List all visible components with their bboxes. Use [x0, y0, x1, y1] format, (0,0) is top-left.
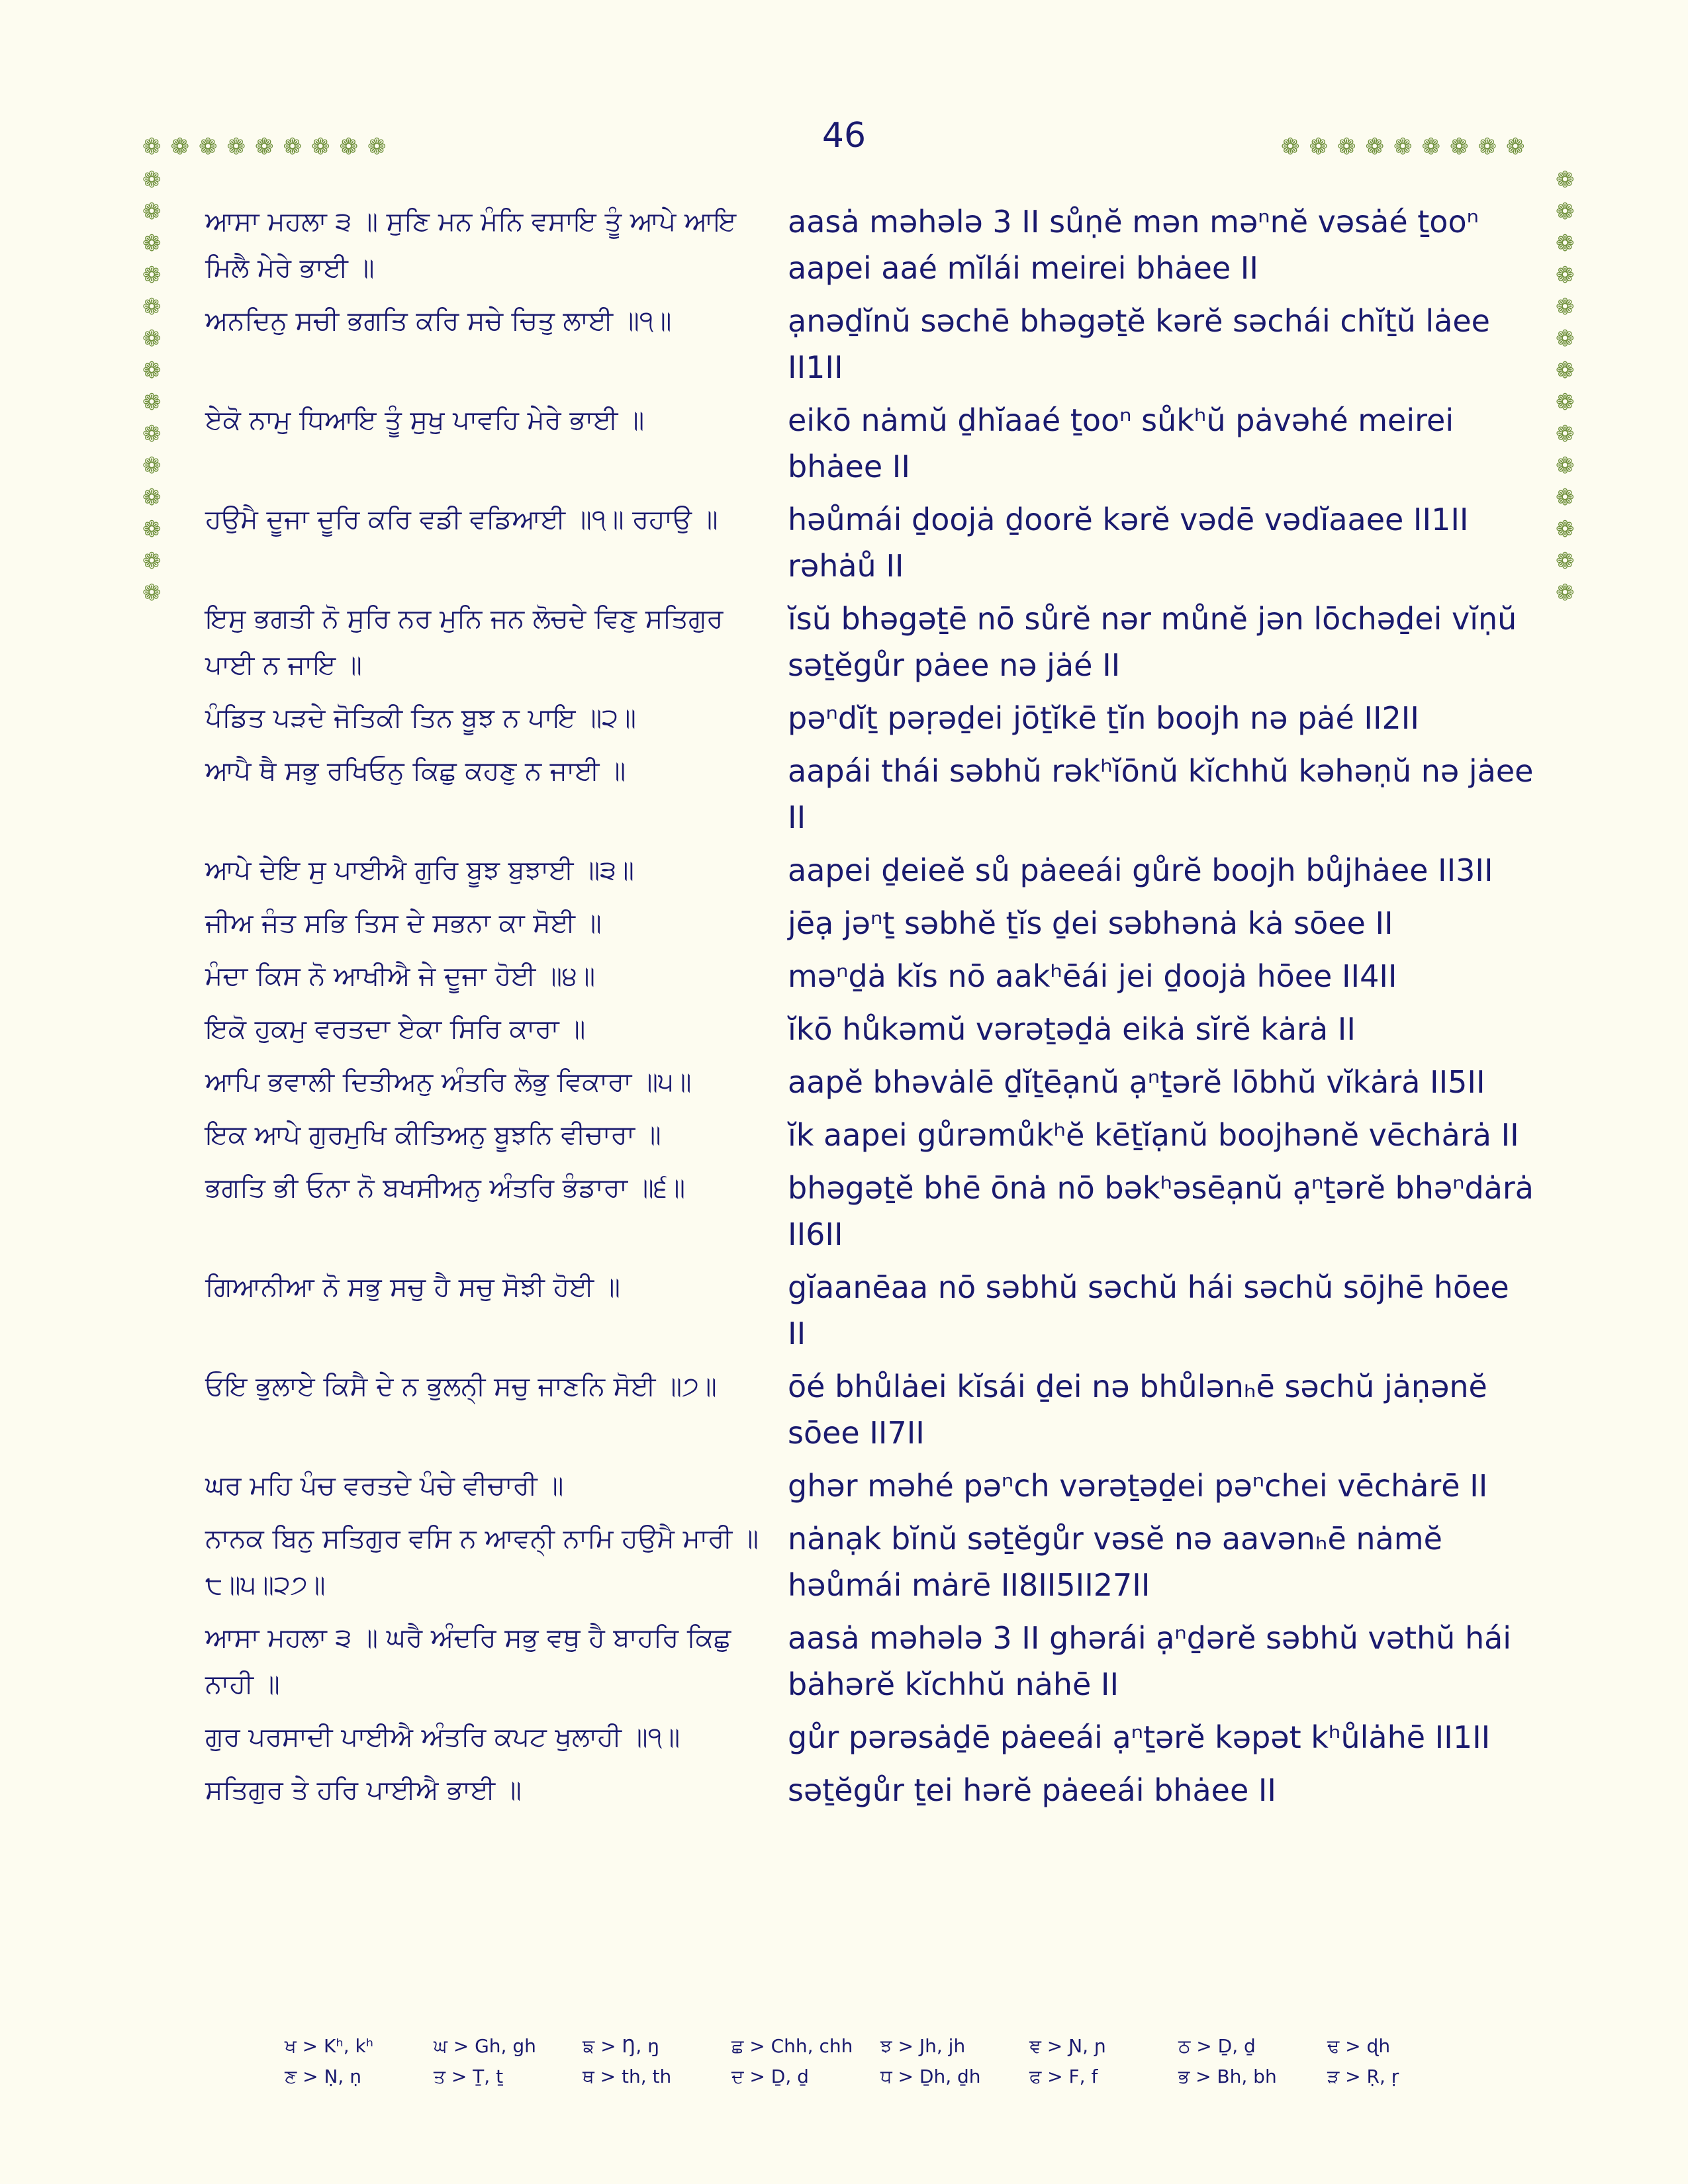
transliteration-text: bhəgəṯĕ bhē ōnȧ nō bəkʰəsēạnŭ ạⁿṯərĕ bhəⁿdȧrȧ II6II — [788, 1170, 1534, 1252]
flower-icon: ❁ — [142, 453, 162, 479]
transliteration-text: nȧnạk bĭnŭ səṯĕgůr vəsĕ nə aavənₕē nȧmĕ həůmái mȧrē II8II5II27II — [788, 1521, 1442, 1603]
transliteration-text: aapái thái səbhŭ rəkʰĭōnŭ kĭchhŭ kəhəṇŭ nə jȧee II — [788, 753, 1534, 835]
flower-icon: ❁ — [1556, 421, 1575, 447]
gurmukhi-text: ਭਗਤਿ ਭੀ ਓਨਾ ਨੋ ਬਖਸੀਅਨੁ ਅੰਤਰਿ ਭੰਡਾਰਾ ॥੬॥ — [205, 1173, 686, 1203]
gurmukhi-text: ਆਪੇ ਦੇਇ ਸੁ ਪਾਈਐ ਗੁਰਿ ਬੂਝ ਬੁਝਾਈ ॥੩॥ — [205, 855, 634, 886]
flower-icon: ❁ — [1365, 134, 1393, 160]
ornament-border-top-left — [142, 136, 396, 158]
legend-item: ਞ > Ɲ, ɲ — [1029, 2035, 1106, 2057]
transliteration-legend — [285, 2035, 1410, 2096]
ornament-border-right — [1556, 169, 1578, 604]
verse-row — [205, 496, 1529, 589]
ornament-border-top-right — [1281, 136, 1534, 158]
verse-row — [205, 1363, 1529, 1456]
transliteration-text: aapei ḏeieĕ sů pȧeeái gůrĕ boojh bůjhȧee II3II — [788, 852, 1493, 888]
transliteration-text: səṯĕgůr ṯei hərĕ pȧeeái bhȧee II — [788, 1772, 1276, 1808]
flower-icon: ❁ — [142, 484, 162, 511]
flower-icon: ❁ — [1556, 548, 1575, 574]
gurmukhi-text: ਆਸਾ ਮਹਲਾ ੩ ॥ ਘਰੈ ਅੰਦਰਿ ਸਭੁ ਵਥੁ ਹੈ ਬਾਹਰਿ ਕਿਛੁ ਨਾਹੀ ॥ — [205, 1623, 731, 1700]
transliteration-text: ōé bhůlȧei kĭsái ḏei nə bhůlənₕē səchŭ jȧṇənĕ sōee II7II — [788, 1369, 1487, 1451]
flower-icon: ❁ — [1421, 134, 1450, 160]
transliteration-text: eikō nȧmŭ ḏhĭaaé ṯooⁿ sůkʰŭ pȧvəhé meirei bhȧee II — [788, 402, 1454, 484]
transliteration-text: ĭk aapei gůrəmůkʰĕ kēṯĭạnŭ boojhənĕ vēchȧrȧ II — [788, 1117, 1519, 1153]
gurmukhi-text: ਆਪਿ ਭਵਾਲੀ ਦਿਤੀਅਨੁ ਅੰਤਰਿ ਲੋਭੁ ਵਿਕਾਰਾ ॥੫॥ — [205, 1067, 692, 1097]
flower-icon: ❁ — [1506, 134, 1534, 160]
verse-row — [205, 1112, 1529, 1158]
gurmukhi-text: ਅਨਦਿਨੁ ਸਚੀ ਭਗਤਿ ਕਰਿ ਸਚੇ ਚਿਤੁ ਲਾਈ ॥੧॥ — [205, 306, 672, 336]
flower-icon: ❁ — [1556, 326, 1575, 352]
verse-row — [205, 847, 1529, 893]
verse-row — [205, 900, 1529, 946]
flower-icon: ❁ — [142, 294, 162, 320]
verse-row — [205, 1059, 1529, 1105]
gurmukhi-text: ਆਪੈ ਥੈ ਸਭੁ ਰਖਿਓਨੁ ਕਿਛੁ ਕਹਣੁ ਨ ਜਾਈ ॥ — [205, 756, 626, 786]
flower-icon: ❁ — [1477, 134, 1506, 160]
verse-row — [205, 298, 1529, 390]
flower-icon: ❁ — [1450, 134, 1478, 160]
legend-item: ਘ > Gh, gh — [434, 2035, 536, 2057]
legend-item: ਖ > Kʰ, kʰ — [285, 2035, 374, 2057]
transliteration-text: aasȧ məhələ 3 II sůṇĕ mən məⁿnĕ vəsȧé ṯooⁿ aapei aaé mĭlái meirei bhȧee II — [788, 204, 1479, 286]
verse-row — [205, 1516, 1529, 1608]
gurmukhi-text: ਨਾਨਕ ਬਿਨੁ ਸਤਿਗੁਰ ਵਸਿ ਨ ਆਵਨੀ੍ ਨਾਮਿ ਹਉਮੈ ਮਾਰੀ ॥੮॥੫॥੨੭॥ — [205, 1524, 759, 1600]
legend-item: ਠ > Ḏ, ḏ — [1178, 2035, 1256, 2057]
page-number: 46 — [821, 116, 867, 156]
flower-icon: ❁ — [1556, 516, 1575, 543]
flower-icon: ❁ — [142, 389, 162, 416]
flower-icon: ❁ — [142, 134, 171, 160]
verse-list — [205, 199, 1534, 1820]
flower-icon: ❁ — [1556, 389, 1575, 416]
legend-item: ਣ > Ṇ, ṇ — [285, 2066, 361, 2087]
flower-icon: ❁ — [1556, 262, 1575, 289]
transliteration-text: aasȧ məhələ 3 II ghərái ạⁿḏərĕ səbhŭ vəthŭ hái bȧhərĕ kĭchhŭ nȧhē II — [788, 1620, 1512, 1702]
flower-icon: ❁ — [255, 134, 283, 160]
gurmukhi-text: ਗਿਆਨੀਆ ਨੋ ਸਭੁ ਸਚੁ ਹੈ ਸਚੁ ਸੋਝੀ ਹੋਈ ॥ — [205, 1272, 620, 1302]
legend-item: ਭ > Bh, bh — [1178, 2066, 1277, 2087]
transliteration-text: aapĕ bhəvȧlē ḏĭṯēạnŭ ạⁿṯərĕ lōbhŭ vĭkȧrȧ II5II — [788, 1064, 1485, 1100]
verse-row — [205, 953, 1529, 999]
transliteration-text: jēạ jəⁿṯ səbhĕ ṯĭs ḏei səbhənȧ kȧ sōee II — [788, 905, 1393, 941]
flower-icon: ❁ — [142, 230, 162, 257]
flower-icon: ❁ — [226, 134, 255, 160]
verse-row — [205, 748, 1534, 841]
flower-icon: ❁ — [1337, 134, 1366, 160]
transliteration-text: pəⁿdĭṯ pəṛəḏei jōṯĭkē ṯĭn boojh nə pȧé II2II — [788, 700, 1419, 736]
verse-row — [205, 1264, 1529, 1357]
legend-item: ਦ > Ḏ, ḏ — [731, 2066, 809, 2087]
legend-item: ਝ > Jh, jh — [880, 2035, 966, 2057]
gurmukhi-text: ਜੀਅ ਜੰਤ ਸਭਿ ਤਿਸ ਦੇ ਸਭਨਾ ਕਾ ਸੋਈ ॥ — [205, 908, 602, 938]
verse-row — [205, 1714, 1529, 1760]
verse-row — [205, 1767, 1529, 1813]
flower-icon: ❁ — [142, 516, 162, 543]
flower-icon: ❁ — [1556, 580, 1575, 606]
flower-icon: ❁ — [142, 326, 162, 352]
legend-item: ਛ > Chh, chh — [731, 2035, 853, 2057]
flower-icon: ❁ — [142, 548, 162, 574]
gurmukhi-text: ਮੰਦਾ ਕਿਸ ਨੋ ਆਖੀਐ ਜੇ ਦੂਜਾ ਹੋਈ ॥੪॥ — [205, 961, 596, 991]
flower-icon: ❁ — [1556, 357, 1575, 384]
flower-icon: ❁ — [142, 262, 162, 289]
transliteration-text: həůmái ḏoojȧ ḏoorĕ kərĕ vədē vədĭaaee II1II rəhȧů II — [788, 502, 1469, 584]
transliteration-text: ĭsŭ bhəgəṯē nō sůrĕ nər můnĕ jən lōchəḏei vĭṇŭ səṯĕgůr pȧee nə jȧé II — [788, 601, 1517, 683]
legend-item: ਫ > F, f — [1029, 2066, 1098, 2087]
flower-icon: ❁ — [1556, 484, 1575, 511]
verse-row — [205, 695, 1529, 741]
gurmukhi-text: ਸਤਿਗੁਰ ਤੇ ਹਰਿ ਪਾਈਐ ਭਾਈ ॥ — [205, 1775, 522, 1805]
verse-row — [205, 1006, 1529, 1052]
flower-icon: ❁ — [1556, 230, 1575, 257]
flower-icon: ❁ — [1556, 199, 1575, 225]
flower-icon: ❁ — [142, 199, 162, 225]
gurmukhi-text: ਹਉਮੈ ਦੂਜਾ ਦੂਰਿ ਕਰਿ ਵਡੀ ਵਡਿਆਈ ॥੧॥ ਰਹਾਉ ॥ — [205, 504, 718, 535]
gurmukhi-text: ਪੰਡਿਤ ਪੜਦੇ ਜੋਤਿਕੀ ਤਿਨ ਬੂਝ ਨ ਪਾਇ ॥੨॥ — [205, 703, 637, 733]
flower-icon: ❁ — [1393, 134, 1422, 160]
legend-item: ਧ > Ḏh, ḏh — [880, 2066, 981, 2087]
transliteration-text: gĭaanēaa nō səbhŭ səchŭ hái səchŭ sōjhē hōee II — [788, 1269, 1509, 1351]
verse-row — [205, 1615, 1529, 1707]
legend-item: ਥ > th, th — [583, 2066, 672, 2087]
verse-row — [205, 199, 1529, 291]
transliteration-text: gůr pərəsȧḏē pȧeeái ạⁿṯərĕ kəpət kʰůlȧhē II1II — [788, 1719, 1491, 1755]
legend-item: ੜ > Ṛ, ṛ — [1327, 2066, 1399, 2087]
flower-icon: ❁ — [1309, 134, 1337, 160]
flower-icon: ❁ — [283, 134, 311, 160]
gurmukhi-text: ਇਕੋ ਹੁਕਮੁ ਵਰਤਦਾ ਏਕਾ ਸਿਰਿ ਕਾਰਾ ॥ — [205, 1014, 586, 1044]
verse-row — [205, 596, 1529, 688]
flower-icon: ❁ — [142, 580, 162, 606]
flower-icon: ❁ — [1556, 167, 1575, 193]
transliteration-text: ạnəḏĭnŭ səchē bhəgəṯĕ kərĕ səchái chĭṯŭ lȧee II1II — [788, 303, 1490, 385]
gurmukhi-text: ਗੁਰ ਪਰਸਾਦੀ ਪਾਈਐ ਅੰਤਰਿ ਕਪਟ ਖੁਲਾਹੀ ॥੧॥ — [205, 1722, 680, 1752]
legend-item: ਤ > Ṯ, ṯ — [434, 2066, 504, 2087]
gurmukhi-text: ਘਰ ਮਹਿ ਪੰਚ ਵਰਤਦੇ ਪੰਚੇ ਵੀਚਾਰੀ ॥ — [205, 1471, 564, 1501]
legend-row — [285, 2035, 1410, 2058]
transliteration-text: məⁿḏȧ kĭs nō aakʰēái jei ḏoojȧ hōee II4II — [788, 958, 1397, 994]
gurmukhi-text: ਓਇ ਭੁਲਾਏ ਕਿਸੈ ਦੇ ਨ ਭੁਲਨੀ੍ ਸਚੁ ਜਾਣਨਿ ਸੋਈ ॥੭॥ — [205, 1371, 717, 1402]
gurmukhi-text: ਇਸੁ ਭਗਤੀ ਨੋ ਸੁਰਿ ਨਰ ਮੁਨਿ ਜਨ ਲੋਚਦੇ ਵਿਣੁ ਸਤਿਗੁਰ ਪਾਈ ਨ ਜਾਇ ॥ — [205, 604, 724, 680]
flower-icon: ❁ — [199, 134, 227, 160]
legend-item: ਢ > ɖh — [1327, 2035, 1391, 2057]
flower-icon: ❁ — [1281, 134, 1309, 160]
verse-row — [205, 397, 1529, 490]
flower-icon: ❁ — [339, 134, 367, 160]
flower-icon: ❁ — [1556, 294, 1575, 320]
legend-row — [285, 2066, 1410, 2088]
gurmukhi-text: ਇਕ ਆਪੇ ਗੁਰਮੁਖਿ ਕੀਤਿਅਨੁ ਬੂਝਨਿ ਵੀਚਾਰਾ ॥ — [205, 1120, 661, 1150]
flower-icon: ❁ — [311, 134, 340, 160]
flower-icon: ❁ — [142, 357, 162, 384]
legend-item: ਙ > Ŋ, ŋ — [583, 2035, 659, 2057]
flower-icon: ❁ — [367, 134, 396, 160]
transliteration-text: ghər məhé pəⁿch vərəṯəḏei pəⁿchei vēchȧrē II — [788, 1468, 1488, 1504]
gurmukhi-text: ਆਸਾ ਮਹਲਾ ੩ ॥ ਸੁਣਿ ਮਨ ਮੰਨਿ ਵਸਾਇ ਤੂੰ ਆਪੇ ਆਇ ਮਿਲੈ ਮੇਰੇ ਭਾਈ ॥ — [205, 206, 737, 283]
ornament-border-left — [142, 169, 165, 604]
verse-row — [205, 1463, 1529, 1509]
flower-icon: ❁ — [1556, 453, 1575, 479]
verse-row — [205, 1165, 1534, 1257]
gurmukhi-text: ਏਕੋ ਨਾਮੁ ਧਿਆਇ ਤੂੰ ਸੁਖੁ ਪਾਵਹਿ ਮੇਰੇ ਭਾਈ ॥ — [205, 405, 645, 435]
flower-icon: ❁ — [142, 167, 162, 193]
flower-icon: ❁ — [142, 421, 162, 447]
transliteration-text: ĭkō hůkəmŭ vərəṯəḏȧ eikȧ sĭrĕ kȧrȧ II — [788, 1011, 1356, 1047]
flower-icon: ❁ — [170, 134, 199, 160]
